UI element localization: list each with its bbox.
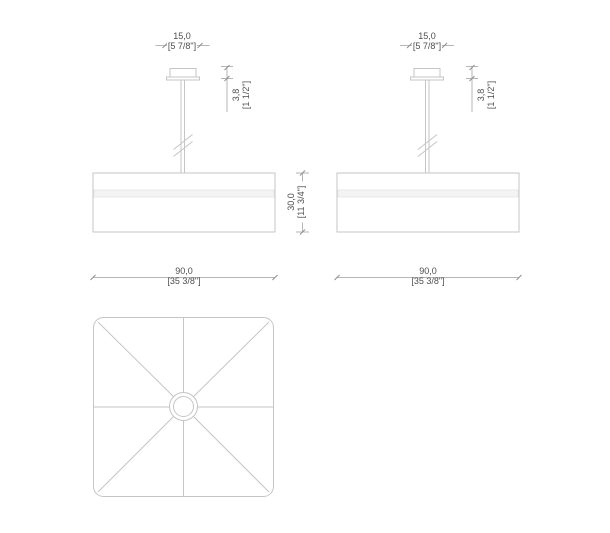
imperial-value: [5 7/8"] [167,41,197,51]
imperial-value: [35 3/8"] [167,276,201,286]
canopy-width-dimension-left [167,31,197,51]
shade-band [338,190,518,197]
canopy-drop-dimension-left [231,81,251,109]
imperial-value: [5 7/8"] [412,41,442,51]
dimension-ticks [91,43,522,280]
metric-value: 30,0 [286,193,296,211]
canopy-width-dimension-right [412,31,442,51]
rib-diagonal [184,322,270,407]
metric-value: 90,0 [419,266,437,276]
shade-width-dimension-right [411,266,444,286]
shade-band [94,190,274,197]
metric-value: 3,8 [231,88,241,102]
stem-rod [426,80,430,173]
metric-value: 3,8 [476,88,486,102]
imperial-value: [1 1/2"] [486,80,496,110]
shade-width-dimension-left [167,266,200,286]
rib-diagonal [184,407,270,493]
imperial-value: [35 3/8"] [411,276,445,286]
ceiling-canopy [414,69,440,78]
rib-diagonal [98,407,184,493]
imperial-value: [1 1/2"] [241,80,251,110]
rib-diagonal [98,322,184,407]
shade-height-dimension [286,186,306,219]
stem-rod [181,80,185,173]
center-hub-inner [174,397,194,417]
metric-value: 15,0 [418,31,436,41]
dimension-lines [93,46,519,278]
imperial-value: [11 3/4"] [296,185,306,219]
plan-view [94,318,274,497]
metric-value: 15,0 [173,31,191,41]
lamp-shade [93,173,275,232]
canopy-drop-dimension-right [476,81,496,109]
ceiling-canopy [170,69,196,78]
lamp-shade [337,173,519,232]
metric-value: 90,0 [175,266,193,276]
